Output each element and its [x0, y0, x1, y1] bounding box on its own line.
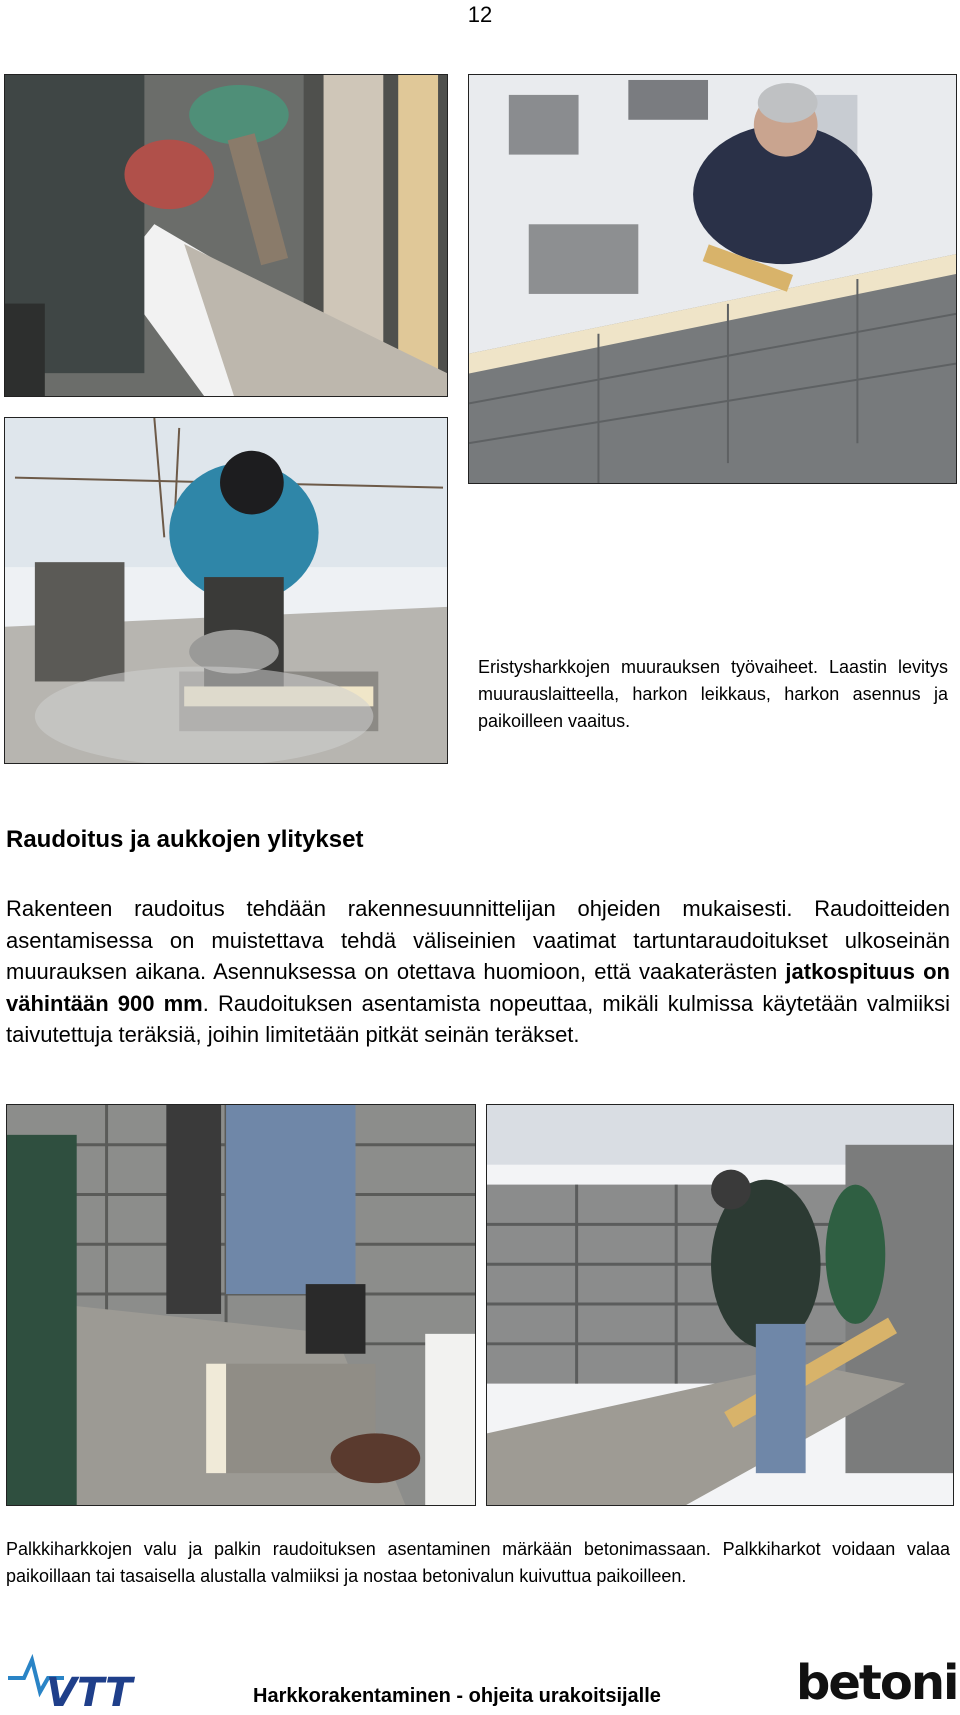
block-cutting-photo: [4, 417, 448, 764]
photo-caption-top: Eristysharkkojen muurauksen työvaiheet. Laastin levitys muurauslaitteella, harkon leikkaus, harkon asennus ja paikoilleen vaaitus.: [478, 657, 948, 731]
page-number: 12: [467, 2, 493, 27]
footer-title: Harkkorakentaminen - ohjeita urakoitsijalle: [253, 1685, 661, 1707]
body-text-part2: . Raudoituksen asentamista nopeuttaa, mikäli kulmissa käytetään valmiiksi taivutettuja teräksiä, joihin limitetään pitkät seinän teräkset.: [6, 990, 951, 1047]
vtt-logo: [6, 1652, 166, 1710]
photo-caption-bottom: Palkkiharkkojen valu ja palkin raudoituksen asentaminen märkään betonimassaan. Palkkiharkot voidaan valaa paikoillaan tai tasaisella alustalla valmiiksi ja nostaa betonivalun kuivuttua paikoilleen.: [6, 1539, 950, 1586]
betoni-logo: betoni: [796, 1655, 958, 1711]
vtt-logo-text: VTT: [46, 1670, 133, 1710]
body-paragraph: [6, 893, 950, 1051]
beam-casting-photo: [6, 1104, 476, 1506]
body-text-bold: jatkospituus on vähintään 900 mm: [6, 959, 950, 1016]
beam-reinforcement-photo: [486, 1104, 954, 1506]
block-leveling-photo: [468, 74, 957, 484]
mortar-spreading-photo: [4, 74, 448, 397]
section-heading: Raudoitus ja aukkojen ylitykset: [6, 826, 364, 853]
body-text-part1: Rakenteen raudoitus tehdään rakennesuunnittelijan ohjeiden mukaisesti. Raudoitteiden asentamisessa on muistettava tehdä väliseinien vaatimat tartuntaraudoitukset ulkoseinän muurauksen aikana. Asennuksessa on otettava huomioon, että vaakaterästen: [6, 896, 950, 984]
